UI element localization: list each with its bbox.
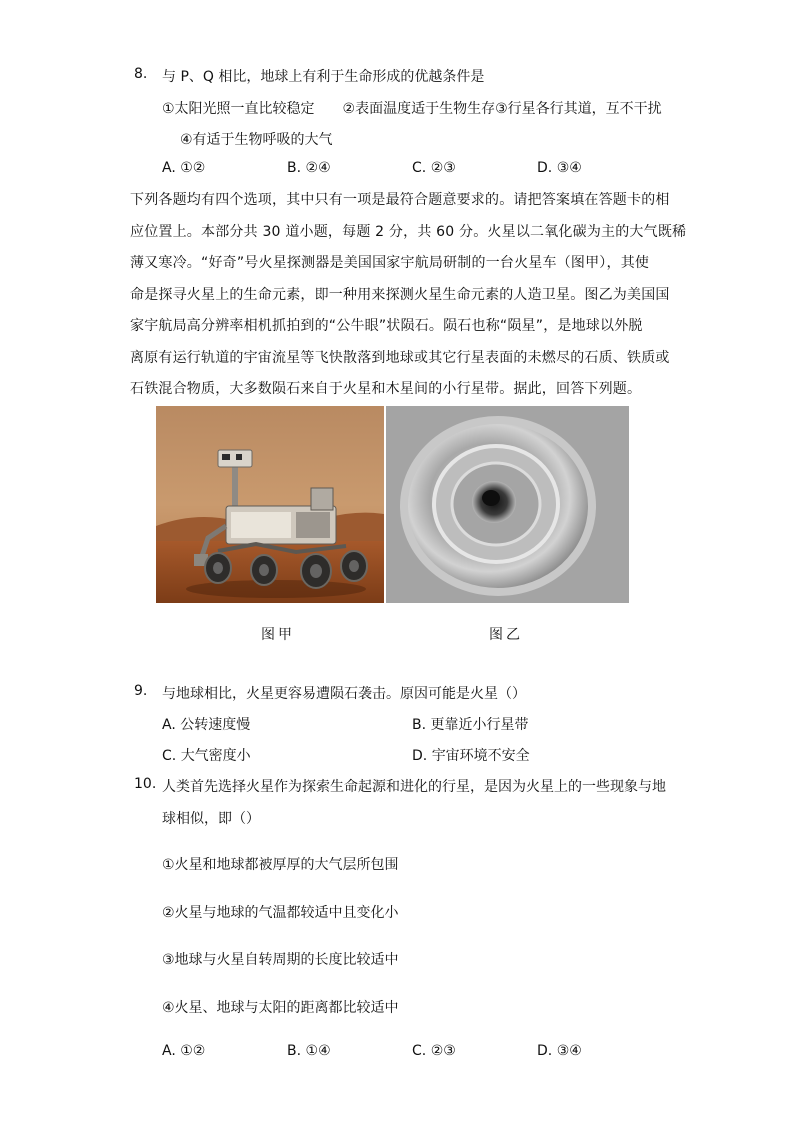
bulls-eye-crater-illustration [386, 406, 629, 603]
option-letter: D. [537, 1043, 553, 1059]
option-text: 宇宙环境不安全 [431, 748, 530, 764]
option-letter: C. [162, 748, 177, 764]
mars-rover-illustration [156, 406, 384, 603]
option-text: 大气密度小 [180, 748, 251, 764]
q8-option-b [287, 160, 331, 176]
option-text: ①② [180, 1043, 206, 1059]
q8-number: 8. [134, 66, 148, 82]
option-letter: B. [287, 1043, 302, 1059]
q10-option-b [287, 1043, 331, 1059]
option-text: ②④ [305, 160, 331, 176]
option-text: ②③ [430, 160, 456, 176]
q10-statement-2: ②火星与地球的气温都较适中且变化小 [162, 905, 399, 921]
option-text: ③④ [556, 160, 582, 176]
q10-stem-line2: 球相似，即（） [162, 811, 260, 827]
option-letter: A. [162, 717, 176, 733]
q10-statement-3: ③地球与火星自转周期的长度比较适中 [162, 952, 399, 968]
option-letter: D. [537, 160, 553, 176]
q10-option-a [162, 1043, 205, 1059]
option-letter: C. [412, 1043, 427, 1059]
q9-option-b [412, 714, 529, 734]
q10-number: 10. [134, 776, 157, 792]
option-letter: C. [412, 160, 427, 176]
option-letter: A. [162, 1043, 176, 1059]
option-text: ①④ [305, 1043, 331, 1059]
intro-line: 石铁混合物质，大多数陨石来自于火星和木星间的小行星带。据此，回答下列题。 [130, 381, 642, 397]
q9-option-d [412, 745, 530, 765]
figure-a-mars-rover-image [156, 406, 384, 603]
q10-statement-1: ①火星和地球都被厚厚的大气层所包围 [162, 857, 399, 873]
intro-line: 下列各题均有四个选项，其中只有一项是最符合题意要求的。请把答案填在答题卡的相 [130, 192, 670, 208]
option-letter: B. [412, 717, 427, 733]
figure-b-caption: 图乙 [489, 627, 523, 643]
option-letter: A. [162, 160, 176, 176]
q10-option-d [537, 1043, 582, 1059]
q10-statement-4: ④火星、地球与太阳的距离都比较适中 [162, 1000, 399, 1016]
q9-number: 9. [134, 683, 148, 699]
q9-option-c [162, 745, 251, 765]
option-letter: B. [287, 160, 302, 176]
q8-statements-line2: ④有适于生物呼吸的大气 [180, 132, 333, 148]
intro-line: 命是探寻火星上的生命元素，即一种用来探测火星生命元素的人造卫星。图乙为美国国 [130, 286, 670, 303]
intro-line: 家宇航局高分辨率相机抓拍到的“公牛眼”状陨石。陨石也称“陨星”，是地球以外脱 [130, 318, 643, 334]
option-text: ②③ [430, 1043, 456, 1059]
option-text: ①② [180, 160, 206, 176]
q8-option-d [537, 160, 582, 176]
q9-stem: 与地球相比，火星更容易遭陨石袭击。原因可能是火星（） [162, 686, 526, 702]
q8-option-c [412, 160, 456, 176]
option-text: 公转速度慢 [180, 717, 251, 733]
q10-stem-line1: 人类首先选择火星作为探索生命起源和进化的行星，是因为火星上的一些现象与地 [162, 779, 666, 795]
figure-a-caption: 图甲 [261, 627, 295, 643]
option-text: 更靠近小行星带 [430, 717, 529, 733]
intro-line: 薄又寒冷。“好奇”号火星探测器是美国国家宇航局研制的一台火星车（图甲），其使 [130, 255, 650, 271]
q8-stem: 与 P、Q 相比，地球上有利于生命形成的优越条件是 [162, 69, 485, 85]
intro-line: 离原有运行轨道的宇宙流星等飞快散落到地球或其它行星表面的未燃尽的石质、铁质或 [130, 349, 670, 366]
option-text: ③④ [556, 1043, 582, 1059]
figure-b-crater-image [386, 406, 629, 603]
q10-option-c [412, 1043, 456, 1059]
q8-statements-line1: ①太阳光照一直比较稳定 ②表面温度适于生物生存③行星各行其道，互不干扰 [162, 101, 662, 117]
option-letter: D. [412, 748, 428, 764]
q9-option-a [162, 714, 250, 734]
intro-line: 应位置上。本部分共 30 道小题，每题 2 分，共 60 分。火星以二氧化碳为主的大气既稀 [130, 223, 687, 240]
intro-paragraph [130, 185, 687, 406]
q8-option-a [162, 160, 205, 176]
